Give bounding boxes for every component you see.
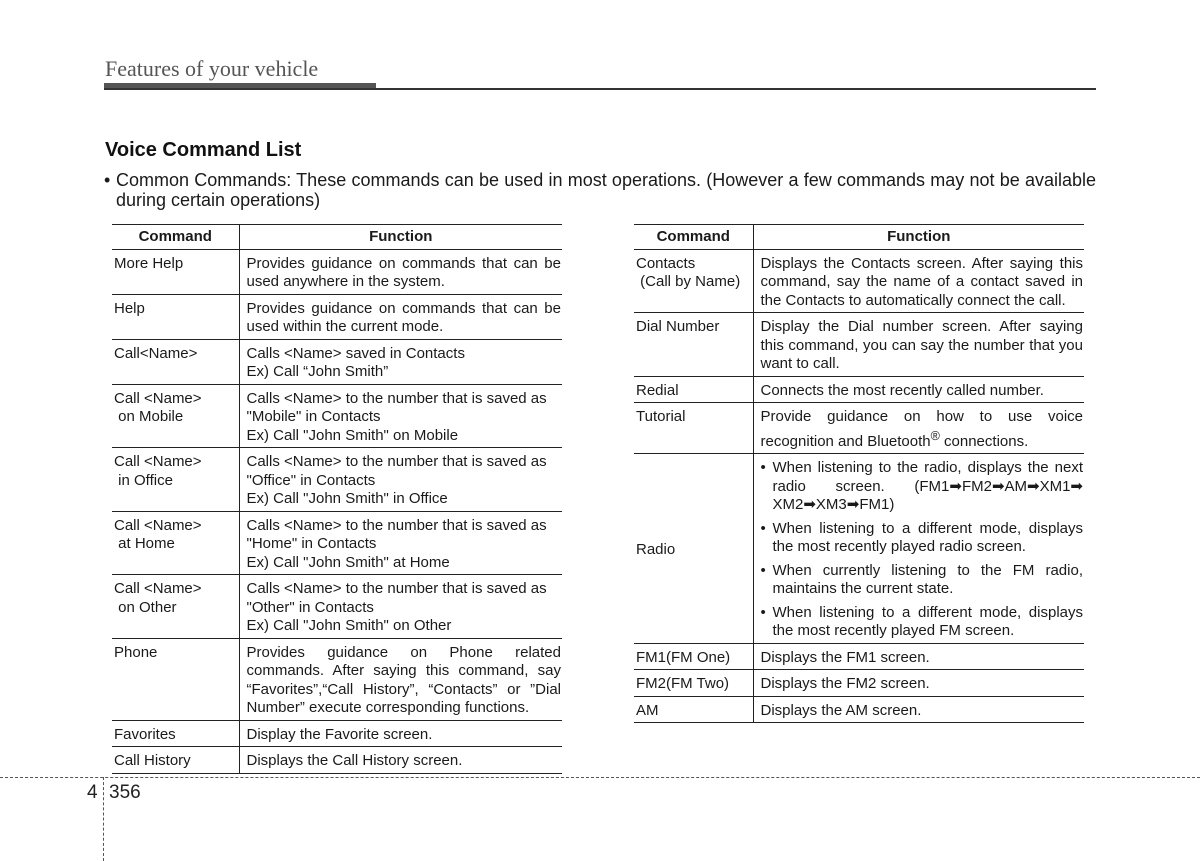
command-text: Call <Name> [114,516,202,534]
radio-bullet-list [761,459,1084,641]
command-text: Call <Name> [114,389,202,407]
function-cell: Connects the most recently called number. [753,376,1084,403]
list-item: • When currently listening to the FM radio, maintains the current state. [761,562,1084,599]
table-row [634,249,1084,313]
command-text: Call<Name> [114,344,198,362]
column-header-command: Command [634,225,753,250]
command-cell [634,376,753,403]
function-line: Ex) Call "John Smith" on Other [246,617,452,634]
function-line: Calls <Name> to the number that is saved as [246,389,547,407]
command-cell [634,249,753,313]
footer-vertical-dashed-rule [103,777,104,861]
command-cell [634,454,753,644]
function-cell [239,384,562,448]
function-line: Calls <Name> saved in Contacts [246,344,465,362]
section-title: Voice Command List [105,139,302,161]
function-line: "Mobile" in Contacts [246,408,381,425]
list-item: • When listening to the radio, displays the next radio screen. (FM1➡FM2➡AM➡XM1➡ XM2➡XM3➡FM1) [761,459,1084,515]
chapter-number: 4 [87,782,98,803]
command-cell [112,249,239,294]
function-cell: Provides guidance on Phone related commands. After saying this command, say “Favorites”,“Call History”, “Contacts” or ”Dial Number” execute corresponding functions. [239,638,562,720]
function-cell: Displays the FM2 screen. [753,670,1084,697]
command-text: Redial [636,381,679,399]
bullet-icon: • [104,170,111,190]
command-text: on Mobile [114,408,184,425]
table-row [634,670,1084,697]
intro-text: Common Commands: These commands can be used in most operations. (However a few commands may not be available during certain operations) [116,170,1096,210]
table-row [112,747,562,774]
command-text: Call History [114,752,191,769]
function-cell [239,339,562,384]
command-text: Call <Name> [114,453,202,470]
function-cell [753,403,1084,454]
table-row [634,313,1084,377]
command-cell [112,720,239,747]
function-cell [239,575,562,639]
function-cell [753,454,1084,644]
command-text: FM1(FM One) [636,648,731,666]
command-text: on Other [114,598,177,616]
table-row [112,511,562,575]
command-cell [112,448,239,512]
table-row [112,448,562,512]
function-cell: Displays the FM1 screen. [753,643,1084,670]
function-cell: Provides guidance on commands that can be used anywhere in the system. [239,249,562,294]
list-item: • When listening to a different mode, displays the most recently played FM screen. [761,604,1084,641]
command-cell [634,670,753,697]
header-rule [104,88,1096,90]
command-cell [112,747,239,774]
function-text-tail: connections. [939,432,1029,450]
command-cell [112,575,239,639]
function-line: Ex) Call “John Smith” [246,363,389,380]
function-text: Provide guidance on how to use voice recognition and Bluetooth [760,408,1083,450]
table-row [634,376,1084,403]
command-text: Call <Name> [114,580,202,597]
function-cell: Displays the AM screen. [753,696,1084,723]
command-cell [112,339,239,384]
command-text: More Help [114,254,184,272]
function-cell: Displays the Contacts screen. After saying this command, say the name of a contact saved in the Contacts to automatically connect the call. [753,249,1084,313]
function-cell [239,448,562,512]
table-row [634,643,1084,670]
command-text: FM2(FM Two) [636,675,730,692]
function-cell: Provides guidance on commands that can be used within the current mode. [239,294,562,339]
command-cell [112,294,239,339]
function-cell: Displays the Call History screen. [239,747,562,774]
column-header-function: Function [239,225,562,250]
command-text: Dial Number [636,318,720,335]
table-row [112,249,562,294]
function-cell [239,511,562,575]
table-row [112,638,562,720]
function-line: Calls <Name> to the number that is saved as [246,580,547,597]
function-cell: Display the Dial number screen. After saying this command, you can say the number that you want to call. [753,313,1084,377]
function-line: Calls <Name> to the number that is saved as [246,453,547,470]
command-cell [634,643,753,670]
command-cell [634,313,753,377]
function-line: Calls <Name> to the number that is saved as [246,516,547,534]
command-cell [112,511,239,575]
command-text: AM [636,701,659,719]
command-text: in Office [114,471,173,489]
function-line: "Other" in Contacts [246,598,374,616]
command-text: Favorites [114,725,176,743]
list-item: • When listening to a different mode, displays the most recently played radio screen. [761,520,1084,557]
function-line: Ex) Call "John Smith" in Office [246,490,448,507]
right-command-table [634,224,1084,723]
column-header-function: Function [753,225,1084,250]
table-row [112,384,562,448]
table-row [634,403,1084,454]
table-row [112,294,562,339]
command-text: Contacts [636,254,696,272]
registered-mark: ® [930,428,940,443]
table-row [112,720,562,747]
left-command-table [112,224,562,774]
table-row [112,575,562,639]
command-cell [634,403,753,454]
function-line: Ex) Call "John Smith" on Mobile [246,426,459,444]
intro-paragraph [104,170,1096,210]
command-text: Phone [114,643,158,661]
command-text: Radio [636,540,676,558]
command-text: at Home [114,535,175,552]
page-number: 356 [109,782,141,803]
function-line: "Home" in Contacts [246,535,377,552]
command-text: Tutorial [636,408,686,425]
command-cell [112,384,239,448]
command-cell [112,638,239,720]
function-cell: Display the Favorite screen. [239,720,562,747]
table-row [112,339,562,384]
table-row [634,696,1084,723]
function-line: "Office" in Contacts [246,471,376,489]
column-header-command: Command [112,225,239,250]
footer-dashed-rule [0,777,1200,778]
table-header-row [634,225,1084,250]
running-header: Features of your vehicle [105,56,319,81]
table-row [634,454,1084,644]
command-text: Help [114,299,145,317]
command-cell [634,696,753,723]
command-text: (Call by Name) [636,273,741,290]
function-line: Ex) Call "John Smith" at Home [246,553,450,571]
table-header-row [112,225,562,250]
